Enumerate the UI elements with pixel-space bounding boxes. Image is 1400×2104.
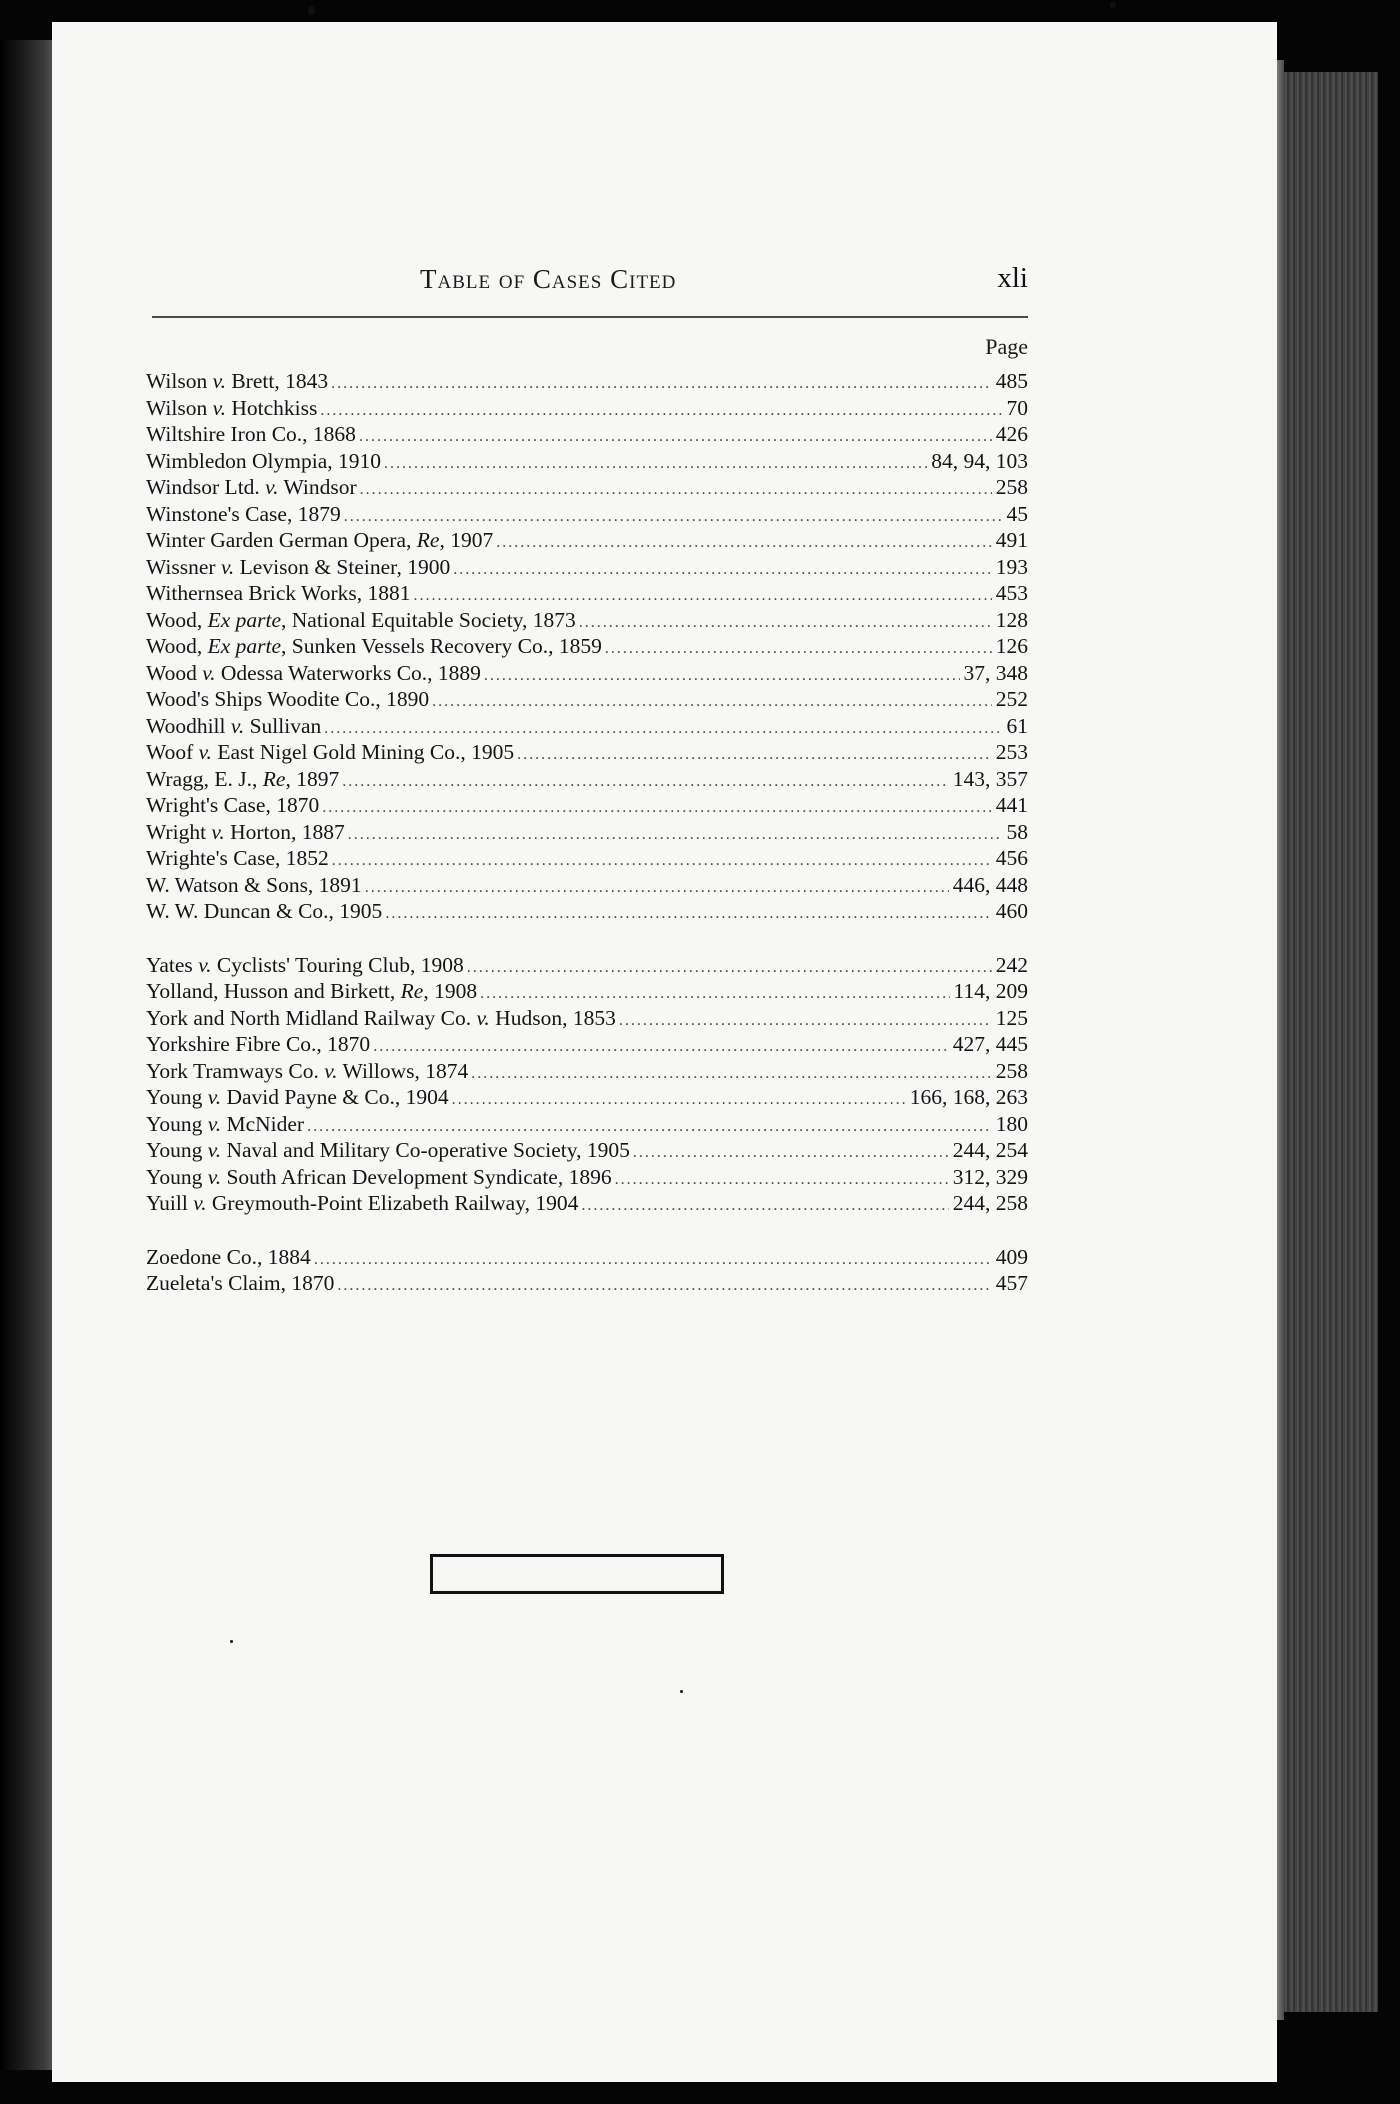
- index-entry: [146, 766, 1028, 793]
- index-entry: [146, 1031, 1028, 1058]
- dot-leader: [331, 371, 992, 395]
- index-entry: [146, 580, 1028, 607]
- page-reference: 58: [1006, 819, 1028, 844]
- case-name: Wilson v. Brett, 1843: [146, 369, 329, 393]
- dot-leader: [384, 451, 927, 475]
- dot-leader: [307, 1114, 992, 1138]
- scan-speck: [1110, 2, 1116, 8]
- index-entry: [146, 607, 1028, 634]
- index-entry: [146, 1190, 1028, 1217]
- index-group: [146, 952, 1028, 1217]
- case-name: Zoedone Co., 1884: [146, 1244, 311, 1269]
- page-reference: 258: [995, 475, 1028, 499]
- page-reference: 258: [995, 1058, 1028, 1083]
- dot-leader: [579, 610, 992, 634]
- case-name: W. Watson & Sons, 1891: [146, 872, 362, 897]
- page-reference: 457: [995, 1271, 1028, 1295]
- page-reference: 491: [995, 528, 1028, 552]
- index-entry: [146, 898, 1028, 925]
- index-entry: [146, 474, 1028, 501]
- page-reference: 456: [995, 846, 1028, 870]
- index-entry: [146, 1084, 1028, 1111]
- dot-leader: [414, 583, 992, 607]
- page-reference: 244, 254: [952, 1138, 1028, 1162]
- dot-leader: [360, 477, 992, 501]
- index-entry: [146, 554, 1028, 581]
- page-header: [152, 262, 1028, 306]
- page-number: xli: [997, 262, 1028, 294]
- dot-leader: [385, 901, 991, 925]
- case-name: Wissner v. Levison & Steiner, 1900: [146, 554, 451, 579]
- case-name: W. W. Duncan & Co., 1905: [146, 899, 383, 923]
- case-name: Wiltshire Iron Co., 1868: [146, 422, 356, 446]
- page-reference: 125: [995, 1005, 1028, 1030]
- dot-leader: [365, 875, 949, 899]
- index-entry: [146, 978, 1028, 1005]
- dot-leader: [484, 663, 960, 687]
- case-name: Wood's Ships Woodite Co., 1890: [146, 687, 430, 711]
- case-name: Yuill v. Greymouth-Point Elizabeth Railway, 1904: [146, 1191, 579, 1215]
- page-reference: 166, 168, 263: [909, 1085, 1028, 1109]
- header-rule: [152, 316, 1028, 318]
- dot-leader: [373, 1034, 949, 1058]
- case-name: Wright's Case, 1870: [146, 793, 320, 817]
- end-ornament-box: [430, 1554, 724, 1594]
- dot-leader: [359, 424, 992, 448]
- dot-leader: [342, 769, 949, 793]
- case-name: Wimbledon Olympia, 1910: [146, 448, 382, 473]
- dot-leader: [452, 1087, 906, 1111]
- case-name: Young v. Naval and Military Co-operative Society, 1905: [146, 1138, 630, 1162]
- dot-leader: [467, 955, 992, 979]
- index-entry: [146, 1005, 1028, 1032]
- index-entry: [146, 421, 1028, 448]
- dot-leader: [453, 557, 992, 581]
- case-name: Young v. McNider: [146, 1111, 305, 1136]
- dot-leader: [619, 1008, 992, 1032]
- index-entry: [146, 952, 1028, 979]
- dot-leader: [496, 530, 992, 554]
- dot-leader: [322, 795, 992, 819]
- dot-leader: [615, 1167, 949, 1191]
- case-name: Withernsea Brick Works, 1881: [146, 581, 411, 605]
- page-reference: 460: [995, 899, 1028, 923]
- page-reference: 45: [1006, 501, 1028, 526]
- case-name: Winstone's Case, 1879: [146, 501, 341, 526]
- page-reference: 253: [995, 740, 1028, 764]
- index-entry: [146, 1270, 1028, 1297]
- case-name: Young v. David Payne & Co., 1904: [146, 1085, 449, 1109]
- index-entry: [146, 660, 1028, 687]
- running-title: Table of Cases Cited: [420, 264, 677, 294]
- index-group: [146, 1244, 1028, 1297]
- dot-leader: [471, 1061, 991, 1085]
- case-name: Zueleta's Claim, 1870: [146, 1271, 335, 1295]
- case-index-list: [146, 368, 1028, 1324]
- page-reference: 485: [995, 369, 1028, 393]
- case-name: Wilson v. Hotchkiss: [146, 395, 318, 420]
- index-entry: [146, 448, 1028, 475]
- case-name: Winter Garden German Opera, Re, 1907: [146, 528, 494, 552]
- page-reference: 180: [995, 1111, 1028, 1136]
- dot-leader: [581, 1193, 948, 1217]
- scan-speck: [230, 1640, 233, 1643]
- case-name: Yates v. Cyclists' Touring Club, 1908: [146, 952, 464, 977]
- case-name: Yolland, Husson and Birkett, Re, 1908: [146, 979, 478, 1003]
- page-reference: 126: [995, 634, 1028, 658]
- index-entry: [146, 1164, 1028, 1191]
- page-reference: 252: [995, 687, 1028, 711]
- page-reference: 426: [995, 422, 1028, 446]
- dot-leader: [337, 1273, 991, 1297]
- dot-leader: [348, 822, 1003, 846]
- dot-leader: [480, 981, 949, 1005]
- index-entry: [146, 633, 1028, 660]
- case-name: Wrighte's Case, 1852: [146, 846, 329, 870]
- index-entry: [146, 1137, 1028, 1164]
- index-group: [146, 368, 1028, 925]
- dot-leader: [344, 504, 1003, 528]
- dot-leader: [432, 689, 992, 713]
- index-entry: [146, 819, 1028, 846]
- page-reference: 446, 448: [952, 872, 1028, 897]
- page-reference: 70: [1006, 395, 1028, 420]
- dot-leader: [332, 848, 992, 872]
- page-reference: 61: [1006, 713, 1028, 738]
- page-reference: 193: [995, 554, 1028, 579]
- case-name: Woof v. East Nigel Gold Mining Co., 1905: [146, 740, 515, 764]
- dot-leader: [320, 398, 1002, 422]
- page-column-heading: Page: [985, 334, 1028, 359]
- case-name: Wragg, E. J., Re, 1897: [146, 766, 340, 791]
- page-reference: 441: [995, 793, 1028, 817]
- index-entry: [146, 845, 1028, 872]
- scan-speck: [308, 6, 315, 15]
- page-reference: 84, 94, 103: [931, 448, 1028, 473]
- case-name: Wood v. Odessa Waterworks Co., 1889: [146, 660, 481, 685]
- case-name: Wright v. Horton, 1887: [146, 819, 345, 844]
- dot-leader: [633, 1140, 949, 1164]
- book-page-edges: [1278, 72, 1378, 2012]
- index-entry: [146, 527, 1028, 554]
- case-name: Wood, Ex parte, Sunken Vessels Recovery Co., 1859: [146, 634, 602, 658]
- case-name: Yorkshire Fibre Co., 1870: [146, 1032, 371, 1056]
- page-reference: 128: [995, 607, 1028, 632]
- page-reference: 143, 357: [952, 766, 1028, 791]
- index-entry: [146, 792, 1028, 819]
- index-entry: [146, 1058, 1028, 1085]
- page-reference: 242: [995, 952, 1028, 977]
- index-entry: [146, 713, 1028, 740]
- index-entry: [146, 501, 1028, 528]
- page-reference: 37, 348: [963, 660, 1028, 685]
- case-name: York and North Midland Railway Co. v. Hudson, 1853: [146, 1005, 616, 1030]
- case-name: Woodhill v. Sullivan: [146, 713, 322, 738]
- index-entry: [146, 686, 1028, 713]
- case-name: Young v. South African Development Syndicate, 1896: [146, 1164, 612, 1189]
- page-reference: 312, 329: [952, 1164, 1028, 1189]
- dot-leader: [324, 716, 1002, 740]
- page-reference: 114, 209: [953, 979, 1028, 1003]
- case-name: Windsor Ltd. v. Windsor: [146, 475, 357, 499]
- index-entry: [146, 1111, 1028, 1138]
- case-name: York Tramways Co. v. Willows, 1874: [146, 1058, 469, 1083]
- page-reference: 427, 445: [952, 1032, 1028, 1056]
- page-reference: 244, 258: [952, 1191, 1028, 1215]
- index-entry: [146, 739, 1028, 766]
- scan-speck: [680, 1690, 683, 1693]
- dot-leader: [605, 636, 992, 660]
- index-entry: [146, 368, 1028, 395]
- case-name: Wood, Ex parte, National Equitable Society, 1873: [146, 607, 576, 632]
- index-entry: [146, 395, 1028, 422]
- dot-leader: [517, 742, 992, 766]
- dot-leader: [314, 1247, 992, 1271]
- index-entry: [146, 872, 1028, 899]
- page-reference: 409: [995, 1244, 1028, 1269]
- index-entry: [146, 1244, 1028, 1271]
- page-reference: 453: [995, 581, 1028, 605]
